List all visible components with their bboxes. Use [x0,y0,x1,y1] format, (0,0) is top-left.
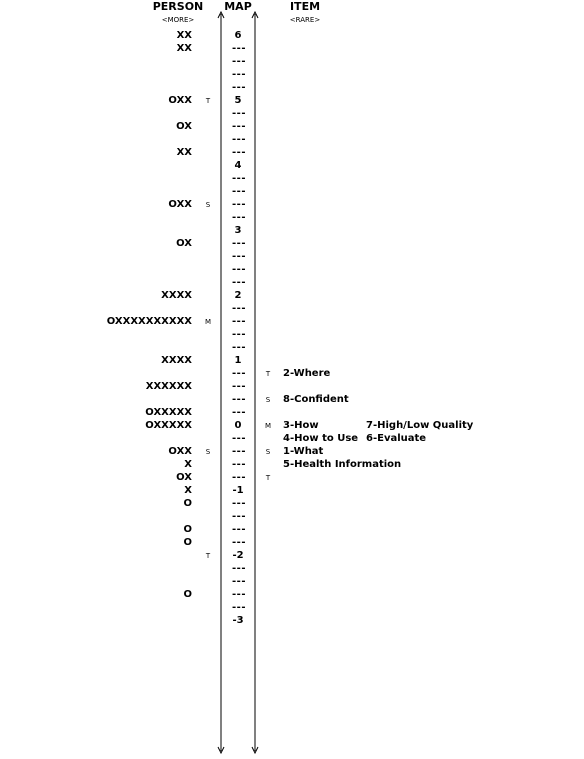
item-marker: T [265,370,271,378]
person-marker: M [204,318,212,326]
item-markers [265,370,271,482]
map-header: MAP [224,0,252,13]
scale-dash: --- [232,238,246,249]
scale-dash: --- [232,524,246,535]
scale-dash: --- [232,147,246,158]
item-marker: T [265,474,271,482]
scale-dash: --- [232,433,246,444]
item-label: 2-Where [283,368,331,379]
person-row: OXXXXX [145,407,192,418]
scale-dash: --- [232,602,246,613]
person-row: XX [176,30,192,41]
person-row: OXX [168,95,192,106]
person-row: OXX [168,446,192,457]
person-row: O [183,537,192,548]
scale-dash: --- [232,563,246,574]
person-row: OX [176,238,192,249]
person-row: XX [176,147,192,158]
scale-dash: --- [232,43,246,54]
person-row: X [184,485,192,496]
person-row: X [184,459,192,470]
person-header: PERSON [152,0,204,13]
person-row: OXX [168,199,192,210]
scale-label: 6 [234,30,242,41]
person-row: XXXX [161,290,192,301]
item-marker: S [265,396,271,404]
scale-dash: --- [232,407,246,418]
item-labels [283,368,474,470]
scale-labels [232,30,246,626]
scale-dash: --- [232,368,246,379]
scale-dash: --- [232,511,246,522]
scale-label: 1 [234,355,242,366]
scale-dash: --- [232,121,246,132]
right-axis [252,12,258,753]
scale-dash: --- [232,69,246,80]
scale-dash: --- [232,381,246,392]
item-marker: S [265,448,271,456]
scale-dash: --- [232,342,246,353]
person-marker: S [205,448,211,456]
scale-dash: --- [232,537,246,548]
person-row: XX [176,43,192,54]
scale-dash: --- [232,394,246,405]
item-label: 3-How [283,420,319,431]
scale-dash: --- [232,134,246,145]
person-row: XXXXXX [145,381,192,392]
person-row: OX [176,121,192,132]
left-axis [218,12,224,753]
scale-dash: --- [232,108,246,119]
scale-dash: --- [232,459,246,470]
scale-dash: --- [232,446,246,457]
item-header: ITEM [289,0,321,13]
scale-label: -1 [232,485,244,496]
scale-dash: --- [232,303,246,314]
person-markers [205,97,211,560]
person-row: XXXX [161,355,192,366]
person-marker: T [205,97,211,105]
person-row: O [183,589,192,600]
scale-label: 2 [234,290,242,301]
person-distribution [107,30,193,600]
item-label: 8-Confident [283,394,349,405]
scale-label: -3 [232,615,244,626]
scale-dash: --- [232,264,246,275]
scale-label: 5 [234,95,242,106]
person-marker: S [205,201,211,209]
scale-dash: --- [232,56,246,67]
scale-label: 3 [234,225,242,236]
person-row: OXXXXXXXXXX [106,316,192,327]
scale-dash: --- [232,82,246,93]
item-label: 6-Evaluate [366,433,427,444]
scale-dash: --- [232,212,246,223]
scale-dash: --- [232,173,246,184]
scale-dash: --- [232,199,246,210]
person-row: OXXXXX [145,420,192,431]
item-label: 4-How to Use [283,433,359,444]
scale-dash: --- [232,589,246,600]
person-row: OX [176,472,192,483]
scale-label: -2 [232,550,244,561]
scale-dash: --- [232,498,246,509]
item-marker: M [264,422,272,430]
item-subheader: <RARE> [289,16,321,24]
person-marker: T [205,552,211,560]
person-row: O [183,524,192,535]
scale-dash: --- [232,576,246,587]
item-label: 7-High/Low Quality [366,420,474,431]
scale-dash: --- [232,277,246,288]
item-label: 1-What [283,446,324,457]
person-subheader: <MORE> [161,16,195,24]
scale-label: 0 [234,420,242,431]
scale-dash: --- [232,251,246,262]
scale-dash: --- [232,329,246,340]
scale-dash: --- [232,472,246,483]
scale-dash: --- [232,316,246,327]
scale-label: 4 [234,160,242,171]
item-label: 5-Health Information [283,459,402,470]
scale-dash: --- [232,186,246,197]
person-row: O [183,498,192,509]
